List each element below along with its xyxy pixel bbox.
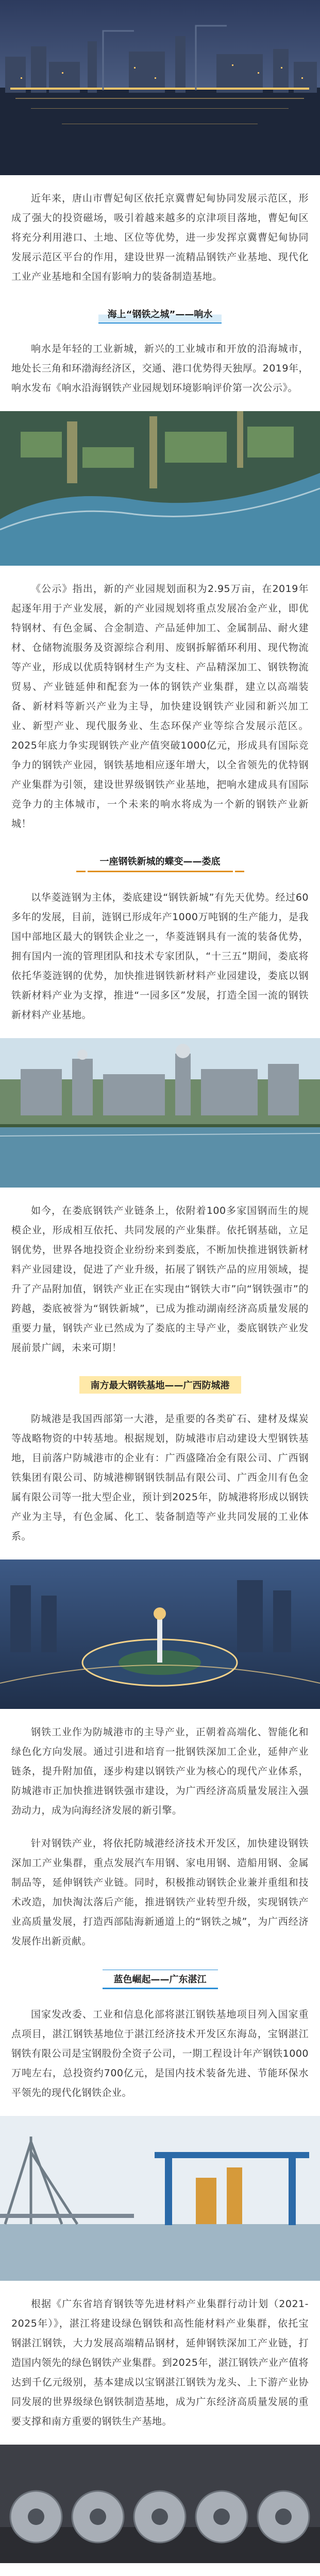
section-title-text: 蓝色崛起——广东湛江 [103,1970,218,1989]
steel-plant-river-photo [0,1038,320,1188]
section-title-loudi [11,852,309,872]
paragraph: 国家发改委、工业和信息化部将湛江钢铁基地项目列入国家重点项目，湛江钢铁基地位于湛江经济技术开发区东海岛，宝钢湛江钢铁有限公司是宝钢股份全资子公司，一期工程设计年产钢铁1000万吨左右，总投资约700亿元，是国内技术装备先进、节能环保水平领先的现代化钢铁企业。 [11,2009,309,2098]
aerial-coast-photo [0,411,320,566]
paragraph: 《公示》指出，新的产业园规划面积为2.95万亩，在2019年起逐年用于产业发展，新的产业园规划将重点发展冶金产业，即优特钢材、有色金属、合金制造、产品延伸加工、金属制品、耐火建材、仓储物流服务及资源综合利用、废钢拆解循环利用、现代物流等产业，形成以优质特钢材生产为支柱、产品精深加工、钢铁物流贸易、产业链延伸和配套为一体的钢铁产业集群，建立以高端装备、新材料等新兴产业为主导，加快建设钢铁产业园和新兴加工业、新型产业、现代服务业、生态环保产业等综合发展示范区。2025年底力争实现钢铁产业产值突破1000亿元，形成具有国际竞争力的钢铁产业园，钢铁基地相应逐年增大，以全省领先的优特钢产业集群为引领，建设世界级钢铁产业基地，把响水建成具有国际竞争力的主体城市，一个未来的响水将成为一个新的钢铁产业新城！ [11,583,309,829]
city-roundabout-photo [0,1560,320,1709]
port-night-photo [0,0,320,175]
section-title-text: 海上“钢铁之城”——响水 [98,305,222,324]
paragraph: 防城港是我国西部第一大港，是重要的各类矿石、建材及煤炭等战略物资的中转基地。根据规划，防城港市启动建设大型钢铁基地，目前落户防城港市的企业有：广西盛隆冶金有限公司、广西钢铁集团有限公司、防城港柳钢钢铁制品有限公司、广西金川有色金属有限公司等一批大型企业，预计到2025年，防城港将形成以钢铁产业为主导，有色金属、化工、装备制造等产业共同发展的工业体系。 [11,1413,309,1542]
intro-paragraph: 近年来，唐山市曹妃甸区依托京冀曹妃甸协同发展示范区，形成了强大的投资磁场，吸引着越来越多的京津项目落地，曹妃甸区将充分利用港口、土地、区位等优势，进一步发挥京冀曹妃甸协同发展示范区平台的作用，建设世界一流精品钢铁产业基地、现代化工业产业基地和全国有影响力的装备制造基地。 [11,193,309,282]
section-title-text: 一座钢铁新城的蝶变——娄底 [88,852,233,872]
paragraph: 如今，在娄底钢铁产业链条上，依附着100多家国钢而生的规模企业，形成相互依托、共同发展的产业集群。依托钢基础，立足钢优势，世界各地投资企业纷纷来到娄底，不断加快推进钢铁新材料产业园建设，促进了产业升级，拓展了钢铁产品的应用领域，提升了产品附加值，钢铁产业正在实现由“钢铁大市”向“钢铁强市”的跨越，娄底被誉为“钢铁新城”，已成为推动湖南经济高质量发展的重要力量，钢铁产业已然成为了娄底的主导产业，娄底钢铁产业发展前景广阔，未来可期！ [11,1205,309,1353]
section-title-text: 南方最大钢铁基地——广西防城港 [79,1376,241,1394]
steel-coils-photo [0,2445,320,2563]
section-title-zhanjiang [11,1970,309,1989]
section-title-xiangshui [11,305,309,324]
section-title-fangchenggang [11,1376,309,1394]
paragraph: 针对钢铁产业，将依托防城港经济技术开发区，加快建设钢铁深加工产业集群，重点发展汽车用钢、家电用钢、造船用钢、金属制品等，延伸钢铁产业链。同时，积极推动钢铁企业兼并重组和技术改造，加快淘汰落后产能，推进钢铁产业转型升级，实现钢铁产业高质量发展，打造西部陆海新通道上的“钢铁之城”，为广西经济发展作出新贡献。 [11,1838,309,1947]
paragraph: 根据《广东省培育钢铁等先进材料产业集群行动计划（2021-2025年）》，湛江将建设绿色钢铁和高性能材料产业集群，依托宝钢湛江钢铁，大力发展高端精品钢材，延伸钢铁深加工产业链，打造国内领先的绿色钢铁产业集群。到2025年，湛江钢铁产业产值将达到千亿元级别，基本建成以宝钢湛江钢铁为龙头、上下游产业协同发展的世界级绿色钢铁制造基地，成为广东经济高质量发展的重要支撑和南方重要的钢铁生产基地。 [11,2298,309,2427]
paragraph: 响水是年轻的工业新城，新兴的工业城市和开放的沿海城市，地处长三角和环渤海经济区，交通、港口优势得天独厚。2019年，响水发布《响水沿海钢铁产业园规划环境影响评价第一次公示》。 [11,343,309,394]
paragraph: 钢铁工业作为防城港市的主导产业，正朝着高端化、智能化和绿色化方向发展。通过引进和培育一批钢铁深加工企业，延伸产业链条，提升附加值，逐步构建以钢铁产业为核心的现代产业体系，防城港市正加快推进钢铁强市建设，为广西经济高质量发展注入强劲动力，成为向海经济发展的新引擎。 [11,1726,309,1816]
paragraph: 以华菱涟钢为主体，娄底建设“钢铁新城”有先天优势。经过60多年的发展，目前，涟钢已形成年产1000万吨钢的生产能力，是我国中部地区最大的钢铁企业之一，华菱涟钢具有一流的装备优势，拥有国内一流的管理团队和技术专家团队，“十三五”期间，娄底将依托华菱涟钢的优势，加快推进钢铁新材料产业园建设，娄底以钢铁新材料产业为支撑，推进“一园多区”发展，打造全国一流的钢铁新材料产业基地。 [11,892,309,1021]
bridge-cranes-photo [0,2116,320,2281]
